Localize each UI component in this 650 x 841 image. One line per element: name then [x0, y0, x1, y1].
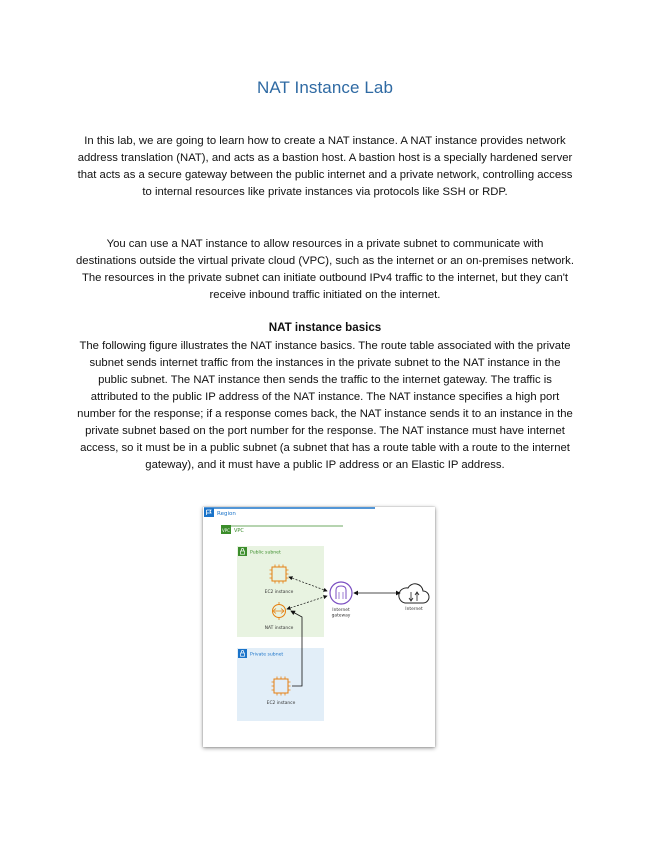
architecture-diagram — [203, 507, 435, 747]
intro-paragraph: In this lab, we are going to learn how to create a NAT instance. A NAT instance provides network address translation (NAT), and acts as a bastion host. A bastion host is a specially hardened server that acts as a secure gateway between the public internet and a private network, controlling access to internal resources like private instances via protocols like SSH or RDP. — [77, 135, 573, 198]
region-flag-icon — [204, 508, 214, 517]
private-subnet-box — [237, 648, 324, 721]
nat-basics-paragraph: The following figure illustrates the NAT instance basics. The route table associated with the private subnet sends internet traffic from the instances in the private subnet to the NAT instance in the public subnet. The NAT instance then sends the traffic to the internet gateway. The traffic is attributed to the public IP address of the NAT instance. The NAT instance specifies a high port number for the response; if a response comes back, the NAT instance sends it to an instance in the private subnet based on the port number for the response. The NAT instance must have internet access, so it must be in a public subnet (a subnet that has a route table with a route to the internet gateway), and it must have a public IP address or an Elastic IP address. — [77, 340, 573, 471]
lock-icon — [238, 547, 247, 556]
nat-usage-paragraph: You can use a NAT instance to allow resources in a private subnet to communicate with destinations outside the virtual private cloud (VPC), such as the internet or an on-premises network. The resources in the private subnet can initiate outbound IPv4 traffic to the internet, but they can't receive inbound traffic initiated on the internet. — [76, 238, 574, 301]
vpc-label: VPC — [234, 528, 244, 534]
section-heading: NAT instance basics — [268, 321, 382, 334]
nat-architecture-figure — [203, 507, 435, 747]
internet-label: Internet — [405, 607, 423, 612]
region-label: Region — [217, 511, 236, 517]
igw-label-line2: gateway — [331, 613, 351, 619]
nat-instance-label: NAT instance — [264, 626, 294, 631]
vpc-icon — [221, 525, 231, 534]
ec2-private-label: EC2 instance — [266, 701, 296, 706]
svg-text:VPC: VPC — [222, 528, 230, 533]
ec2-public-label: EC2 instance — [264, 590, 294, 595]
page-title: NAT Instance Lab — [256, 78, 394, 97]
private-subnet-label: Private subnet — [250, 652, 284, 658]
lock-icon — [238, 649, 247, 658]
public-subnet-label: Public subnet — [250, 550, 281, 556]
igw-label-line1: Internet — [332, 608, 350, 613]
internet-gateway-icon — [330, 582, 352, 604]
